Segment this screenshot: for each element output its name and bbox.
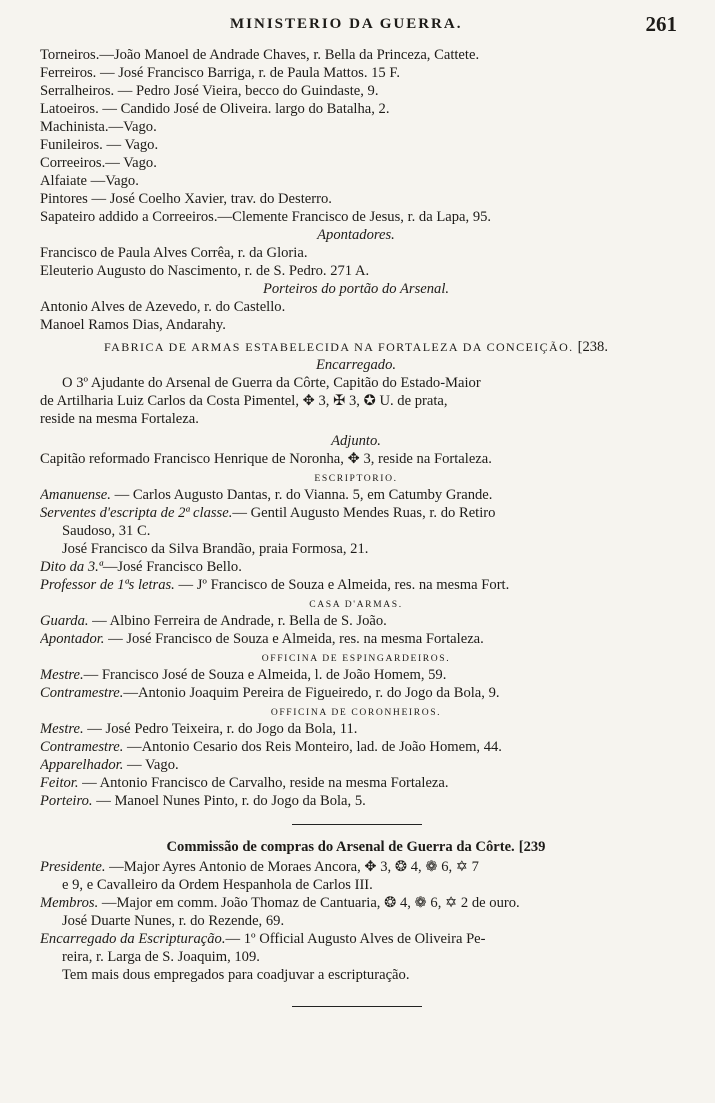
entry-encarregado-2: de Artilharia Luiz Carlos da Costa Pimentel, ✥ 3, ✠ 3, ✪ U. de prata,	[40, 393, 448, 409]
entry-apparelhador: Apparelhador. — Vago.	[40, 757, 179, 773]
entry-dito: Dito da 3.ª—José Francisco Bello.	[40, 559, 242, 575]
entry-contramestre-coronheiros: Contramestre. —Antonio Cesario dos Reis Monteiro, lad. de João Homem, 44.	[40, 739, 502, 755]
section-ref-238: [238.	[577, 339, 608, 355]
entry-serventes-3: José Francisco da Silva Brandão, praia Formosa, 21.	[62, 541, 369, 557]
section-divider	[292, 824, 422, 825]
entry-porteiro-1: Antonio Alves de Azevedo, r. do Castello.	[40, 299, 286, 315]
entry-ferreiros: Ferreiros. — José Francisco Barriga, r. de Paula Mattos. 15 F.	[40, 65, 400, 81]
heading-adjunto: Adjunto.	[331, 433, 381, 449]
section-apontadores: Apontadores.	[317, 227, 395, 243]
section-fabrica-armas: FABRICA DE ARMAS ESTABELECIDA NA FORTALEZA DA CONCEIÇÃO. [238.	[104, 339, 608, 355]
section-commissao-compras: Commissão de compras do Arsenal de Guerra da Côrte. [239	[166, 839, 546, 855]
entry-porteiro: Porteiro. — Manoel Nunes Pinto, r. do Jogo da Bola, 5.	[40, 793, 366, 809]
entry-encarregado-escripturacao: Encarregado da Escripturação.— 1º Official Augusto Alves de Oliveira Pe-	[40, 931, 486, 947]
entry-serventes-2: Saudoso, 31 C.	[62, 523, 151, 539]
entry-correeiros: Correeiros.— Vago.	[40, 155, 157, 171]
entry-membros-2: José Duarte Nunes, r. do Rezende, 69.	[62, 913, 285, 929]
entry-encarregado-escripturacao-2: reira, r. Larga de S. Joaquim, 109.	[62, 949, 260, 965]
heading-encarregado: Encarregado.	[315, 357, 397, 373]
entry-mestre-coronheiros: Mestre. — José Pedro Teixeira, r. do Jogo da Bola, 11.	[40, 721, 358, 737]
entry-guarda: Guarda. — Albino Ferreira de Andrade, r. Bella de S. João.	[40, 613, 387, 629]
entry-mestre-espingardeiros: Mestre.— Francisco José de Souza e Almeida, l. de João Homem, 59.	[40, 667, 447, 683]
page-title: MINISTERIO DA GUERRA.	[230, 16, 463, 32]
entry-contramestre-espingardeiros: Contramestre.—Antonio Joaquim Pereira de Figueiredo, r. do Jogo da Bola, 9.	[40, 685, 500, 701]
entry-encarregado-1: O 3º Ajudante do Arsenal de Guerra da Côrte, Capitão do Estado-Maior	[62, 375, 481, 391]
entry-pintores: Pintores — José Coelho Xavier, trav. do Desterro.	[40, 191, 332, 207]
entry-apontador-1: Francisco de Paula Alves Corrêa, r. da Gloria.	[40, 245, 308, 261]
entry-serventes: Serventes d'escripta de 2ª classe.— Gentil Augusto Mendes Ruas, r. do Retiro	[40, 505, 496, 521]
entry-serralheiros: Serralheiros. — Pedro José Vieira, becco do Guindaste, 9.	[40, 83, 379, 99]
heading-espingardeiros: OFFICINA DE ESPINGARDEIROS.	[261, 653, 451, 664]
entry-funileiros: Funileiros. — Vago.	[40, 137, 159, 153]
section-porteiros: Porteiros do portão do Arsenal.	[262, 281, 450, 297]
heading-casa-armas: CASA D'ARMAS.	[309, 599, 403, 610]
entry-presidente: Presidente. —Major Ayres Antonio de Moraes Ancora, ✥ 3, ❂ 4, ❁ 6, ✡ 7	[40, 859, 479, 875]
entry-apontador-2: Eleuterio Augusto do Nascimento, r. de S. Pedro. 271 A.	[40, 263, 370, 279]
entry-porteiro-2: Manoel Ramos Dias, Andarahy.	[40, 317, 226, 333]
entry-latoeiros: Latoeiros. — Candido José de Oliveira. largo do Batalha, 2.	[40, 101, 390, 117]
running-header	[0, 10, 715, 40]
entry-torneiros: Torneiros.—João Manoel de Andrade Chaves, r. Bella da Princeza, Cattete.	[40, 47, 480, 63]
footer-divider	[292, 1006, 422, 1007]
entry-amanuense: Amanuense. — Carlos Augusto Dantas, r. do Vianna. 5, em Catumby Grande.	[40, 487, 493, 503]
entry-feitor: Feitor. — Antonio Francisco de Carvalho, reside na mesma Fortaleza.	[40, 775, 449, 791]
heading-coronheiros: OFFICINA DE CORONHEIROS.	[270, 707, 442, 718]
entry-machinista: Machinista.—Vago.	[40, 119, 157, 135]
entry-membros: Membros. —Major em comm. João Thomaz de Cantuaria, ❂ 4, ❁ 6, ✡ 2 de ouro.	[40, 895, 520, 911]
entry-adjunto: Capitão reformado Francisco Henrique de Noronha, ✥ 3, reside na Fortaleza.	[40, 451, 492, 467]
entry-tem-mais: Tem mais dous empregados para coadjuvar a escripturação.	[62, 967, 410, 983]
entry-alfaiate: Alfaiate —Vago.	[40, 173, 139, 189]
entry-professor: Professor de 1ªs letras. — Jº Francisco de Souza e Almeida, res. na mesma Fort.	[40, 577, 510, 593]
entry-apontador: Apontador. — José Francisco de Souza e Almeida, res. na mesma Fortaleza.	[40, 631, 484, 647]
section-ref-239: [239	[518, 839, 546, 855]
page-number: 261	[645, 12, 677, 36]
heading-escriptorio: ESCRIPTORIO.	[314, 473, 398, 484]
entry-encarregado-3: reside na mesma Fortaleza.	[40, 411, 199, 427]
entry-sapateiro: Sapateiro addido a Correeiros.—Clemente Francisco de Jesus, r. da Lapa, 95.	[40, 209, 492, 225]
entry-presidente-2: e 9, e Cavalleiro da Ordem Hespanhola de Carlos III.	[62, 877, 373, 893]
